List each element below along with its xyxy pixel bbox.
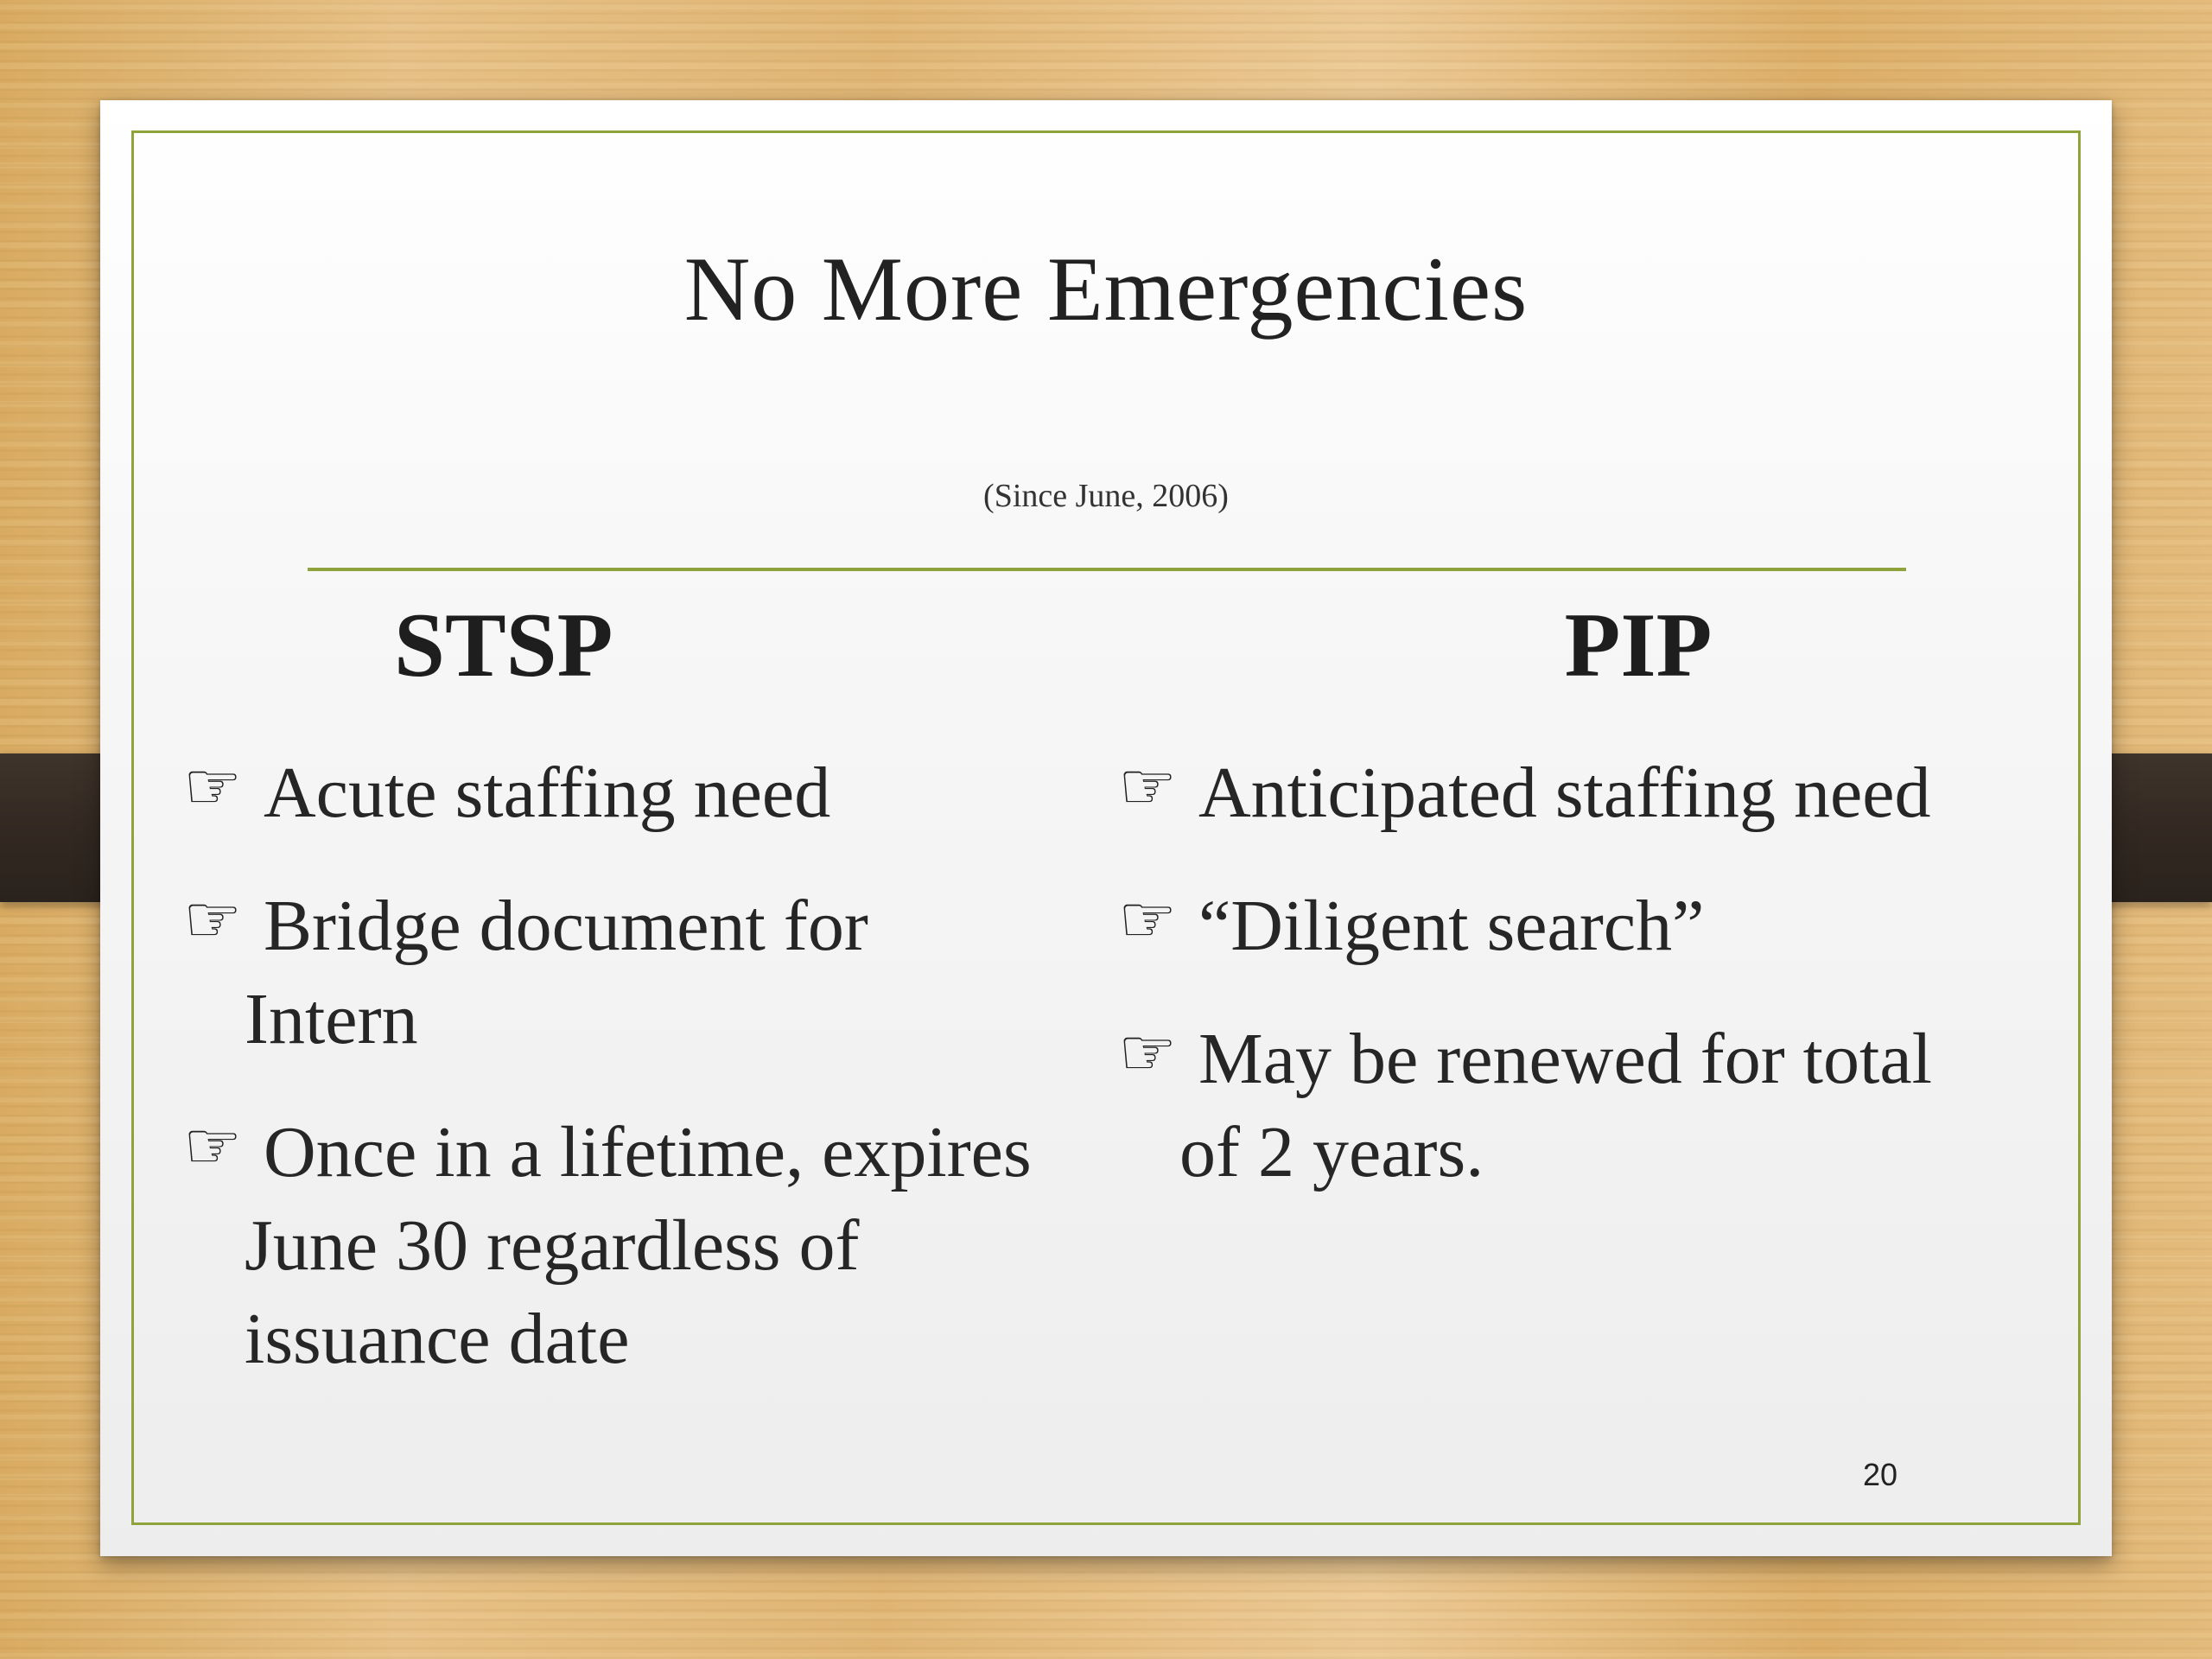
pointing-hand-icon: ☞: [1118, 880, 1178, 957]
list-item: [1118, 747, 2103, 840]
column-heading-pip: PIP: [1564, 594, 1713, 696]
stsp-bullet-list: [183, 747, 1203, 1386]
list-item: [183, 1106, 1203, 1386]
bullet-text: May be renewed for total: [1198, 1019, 1932, 1099]
page-number: 20: [1863, 1457, 1898, 1492]
slide-title: No More Emergencies: [683, 238, 1529, 340]
slide-card: [100, 100, 2112, 1556]
bullet-text: “Diligent search”: [1198, 886, 1705, 966]
column-heading-stsp: STSP: [394, 594, 613, 696]
list-item: [1118, 1013, 2103, 1199]
pointing-hand-icon: ☞: [1118, 747, 1178, 824]
pointing-hand-icon: ☞: [183, 880, 243, 957]
pointing-hand-icon: ☞: [183, 1107, 243, 1184]
bullet-text: Bridge document for: [264, 886, 868, 966]
bullet-text: Anticipated staffing need: [1198, 753, 1931, 833]
list-item: [183, 747, 1203, 840]
bullet-text-continued: of 2 years.: [1179, 1112, 1484, 1192]
list-item: [183, 880, 1203, 1066]
bullet-text: Acute staffing need: [264, 753, 831, 833]
pointing-hand-icon: ☞: [183, 747, 243, 824]
bullet-text: Once in a lifetime, expires: [264, 1112, 1032, 1192]
pointing-hand-icon: ☞: [1118, 1014, 1178, 1090]
title-divider: [308, 568, 1906, 571]
slide-subtitle: (Since June, 2006): [983, 478, 1229, 514]
bullet-text-continued: June 30 regardless of: [245, 1205, 860, 1286]
list-item: [1118, 880, 2103, 973]
bullet-text-continued: Intern: [245, 979, 418, 1059]
bullet-text-continued: issuance date: [245, 1299, 630, 1379]
pip-bullet-list: [1118, 747, 2103, 1199]
